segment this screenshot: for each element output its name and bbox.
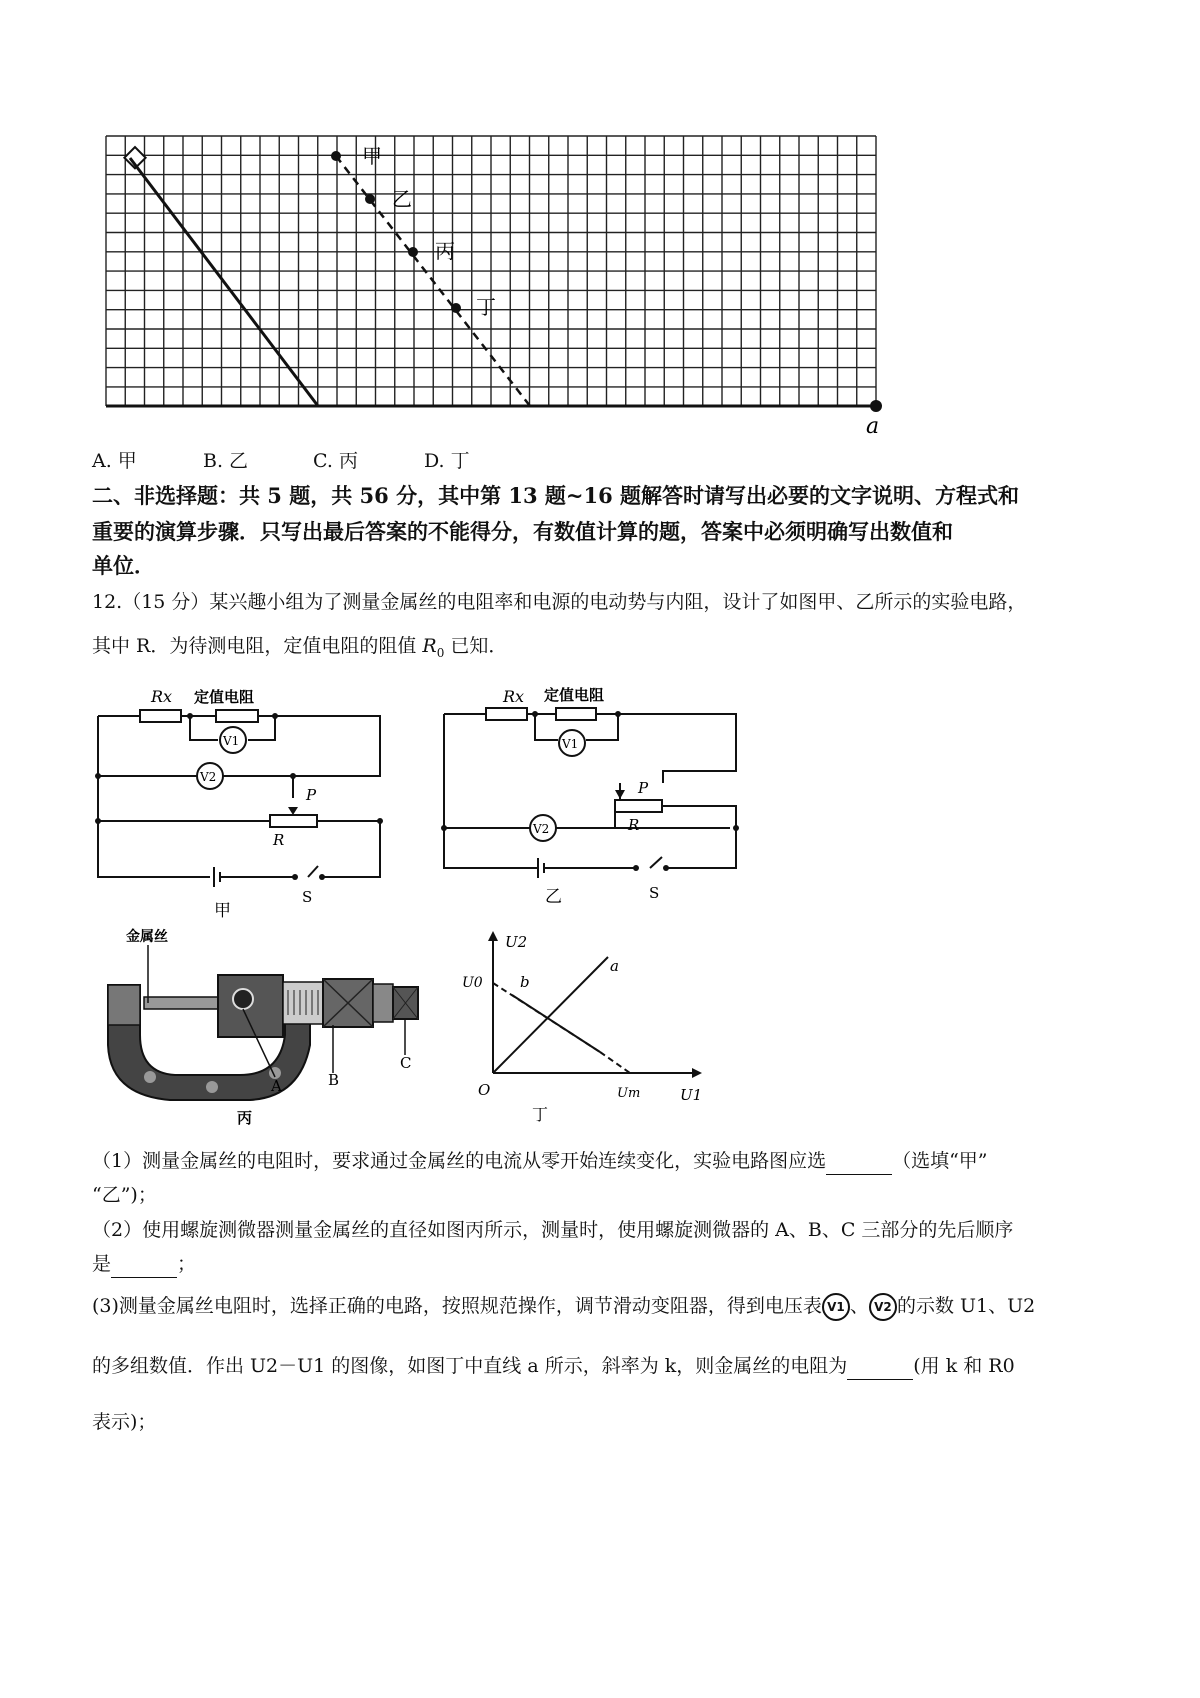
- yi-p-label: P: [638, 779, 649, 797]
- sub3-text-c: 的多组数值．作出 U2－U1 的图像，如图丁中直线 a 所示，斜率为 k，则金属丝的电阻为: [92, 1355, 848, 1377]
- jia-v2-label: V2: [200, 770, 217, 784]
- sub3-text-b: 的示数 U1、U2: [896, 1295, 1036, 1317]
- option-a: A. 甲: [92, 450, 137, 472]
- sub2-line2: [92, 1250, 196, 1278]
- jia-fixed-label: 定值电阻: [194, 688, 255, 706]
- option-c: C. 丙: [313, 450, 358, 472]
- q12-line2-b: 为待测电阻，定值电阻的阻值: [169, 635, 423, 657]
- point-ding: [451, 303, 461, 313]
- yi-caption: 乙: [545, 887, 562, 907]
- section2-line2: 重要的演算步骤．只写出最后答案的不能得分，有数值计算的题，答案中必须明确写出数值和: [92, 519, 953, 544]
- section2-line1: 二、非选择题：共 5 题，共 56 分，其中第 13 题~16 题解答时请写出必要的文字说明、方程式和: [92, 483, 1020, 508]
- jia-rx-label: Rx: [151, 687, 173, 706]
- yi-r-label: R: [628, 816, 640, 834]
- sub3-line1: [92, 1292, 1035, 1321]
- sub3-text-a: (3)测量金属丝电阻时，选择正确的电路，按照规范操作，调节滑动变阻器，得到电压表: [92, 1295, 822, 1317]
- sub3-text-d: (用 k 和 R0: [913, 1355, 1015, 1377]
- answer-blank-2[interactable]: [111, 1259, 177, 1278]
- sub1-line2: “乙”)；: [92, 1184, 157, 1206]
- point-yi: [365, 194, 375, 204]
- graph-ding: [460, 925, 720, 1125]
- b-label: b: [520, 973, 530, 991]
- line-b: [512, 995, 600, 1052]
- point-bing: [408, 247, 418, 257]
- sub3-sep: 、: [849, 1295, 869, 1317]
- label-bing: 丙: [435, 239, 455, 263]
- q12-r0: R: [422, 635, 437, 657]
- solid-line: [130, 158, 318, 406]
- um-label: Um: [617, 1086, 641, 1101]
- label-jia: 甲: [362, 144, 382, 168]
- option-d: D. 丁: [424, 450, 470, 472]
- sub1-line1: [92, 1147, 988, 1175]
- micrometer-caption: 丙: [237, 1109, 253, 1127]
- wire-label: 金属丝: [126, 929, 168, 945]
- yi-rx-label: Rx: [503, 687, 525, 706]
- micrometer-label-a: A: [271, 1077, 282, 1095]
- label-a: a: [866, 414, 880, 439]
- circuit-yi: [440, 680, 750, 910]
- answer-blank-1[interactable]: [826, 1156, 892, 1175]
- sub2-text-c: ；: [177, 1253, 197, 1275]
- yi-s-label: S: [649, 884, 660, 902]
- lock-part-a: [233, 989, 253, 1009]
- label-ding: 丁: [476, 295, 496, 319]
- grid-lines: [106, 136, 876, 406]
- jia-caption: 甲: [214, 901, 231, 921]
- jia-p-label: P: [306, 786, 317, 804]
- jia-r-label: R: [273, 831, 285, 849]
- line-a: [493, 957, 608, 1073]
- circuit-jia: [90, 680, 400, 921]
- x-axis-label: U1: [680, 1086, 703, 1104]
- a-label: a: [610, 957, 619, 975]
- micrometer-label-c: C: [400, 1054, 412, 1072]
- micrometer-figure: [100, 925, 440, 1130]
- sub2-line1: （2）使用螺旋测微器测量金属丝的直径如图丙所示，测量时，使用螺旋测微器的 A、B、C 三部分的先后顺序: [92, 1219, 1014, 1241]
- jia-v1-label: V1: [223, 734, 240, 748]
- yi-v2-label: V2: [533, 822, 550, 836]
- label-yi: 乙: [392, 187, 412, 211]
- grid-figure: [100, 128, 890, 438]
- sub2-text-b: 是: [92, 1253, 112, 1275]
- y-axis-label: U2: [505, 933, 528, 951]
- ding-caption: 丁: [532, 1105, 549, 1124]
- jia-s-label: S: [302, 888, 313, 906]
- q12-line1: 12.（15 分）某兴趣小组为了测量金属丝的电阻率和电源的电动势与内阻，设计了如图甲、乙所示的实验电路，: [92, 591, 1027, 613]
- sub3-line2: [92, 1352, 1015, 1380]
- sub3-line3: 表示)；: [92, 1411, 157, 1433]
- u0-label: U0: [462, 975, 483, 991]
- sub1-text-a: （1）测量金属丝的电阻时，要求通过金属丝的电流从零开始连续变化，实验电路图应选: [92, 1150, 827, 1172]
- micrometer-label-b: B: [328, 1071, 340, 1089]
- yi-fixed-label: 定值电阻: [544, 686, 605, 704]
- q12-line2-e: 已知．: [444, 635, 508, 657]
- option-b: B. 乙: [203, 450, 249, 472]
- voltmeter-v2-icon: V2: [869, 1293, 897, 1321]
- q12-line2: 其中 R．为待测电阻，定值电阻的阻值 $R_0$ 已知．: [92, 635, 508, 660]
- point-jia: [331, 151, 341, 161]
- origin-label: O: [478, 1081, 491, 1099]
- section2-line3: 单位．: [92, 553, 155, 578]
- voltmeter-v1-icon: V1: [822, 1293, 850, 1321]
- yi-v1-label: V1: [562, 737, 579, 751]
- q12-line2-a: 其中 R: [92, 635, 151, 657]
- q12-r0-sub: 0: [436, 645, 445, 660]
- sub1-text-b: （选填“甲”: [892, 1150, 988, 1172]
- spindle: [144, 997, 222, 1009]
- answer-blank-3[interactable]: [847, 1361, 913, 1380]
- point-a: [870, 400, 882, 412]
